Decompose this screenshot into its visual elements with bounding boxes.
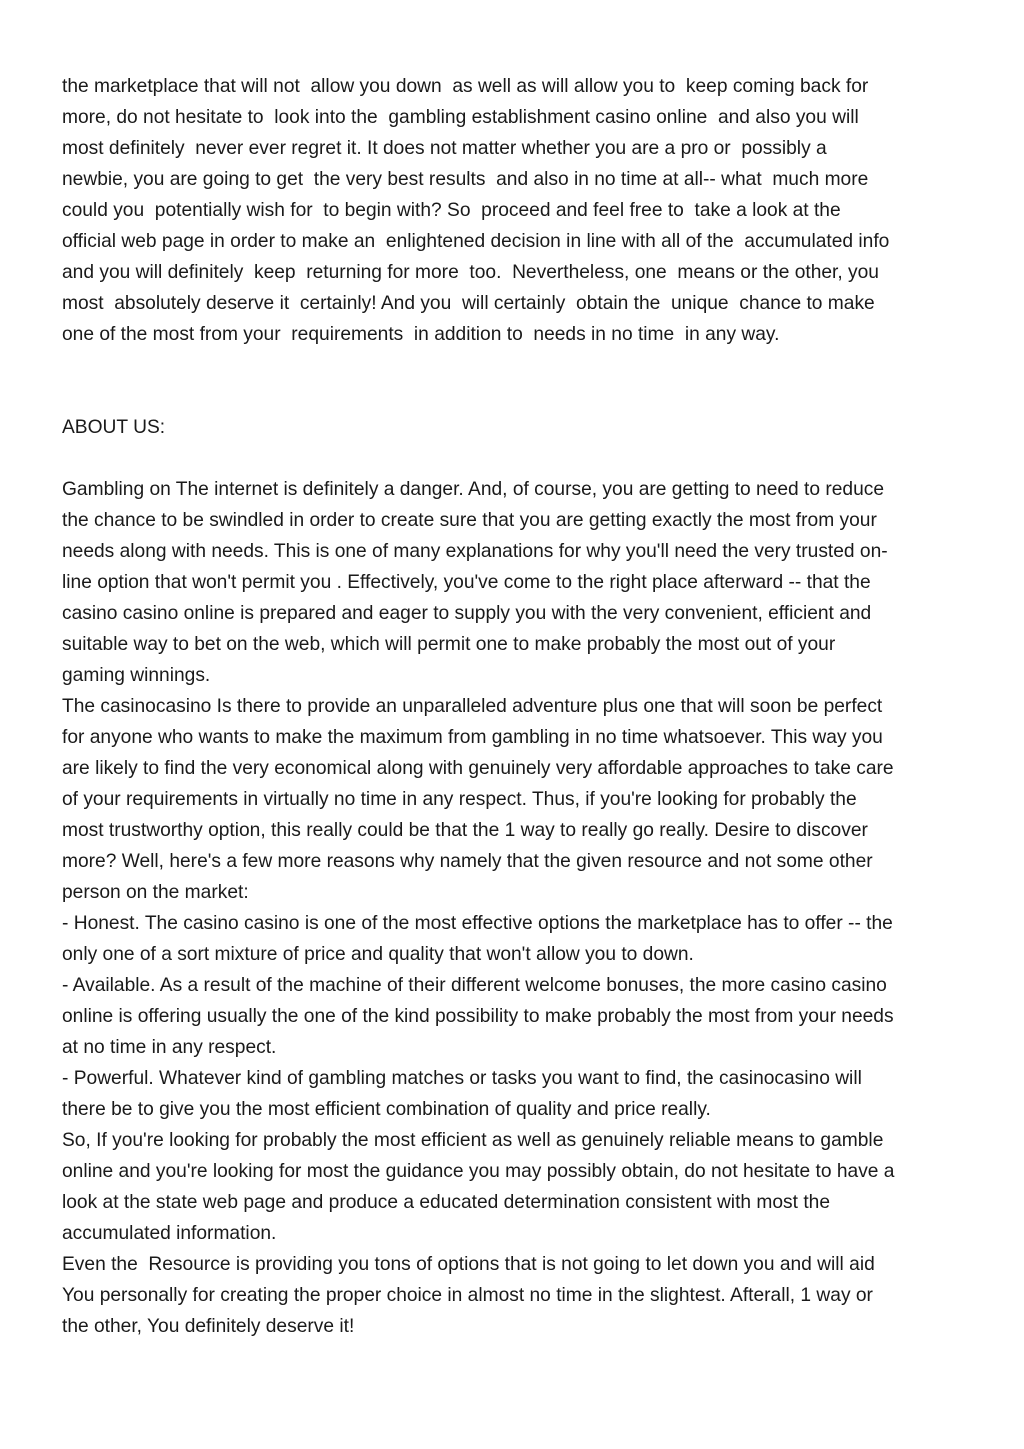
document-page [62, 71, 962, 1342]
text-line: the marketplace that will not allow you down as well as will allow you to keep coming back for [62, 76, 869, 97]
text-line: for anyone who wants to make the maximum from gambling in no time whatsoever. This way you [62, 727, 883, 748]
text-line: So, If you're looking for probably the most efficient as well as genuinely reliable means to gamble [62, 1130, 884, 1151]
text-line: the other, You definitely deserve it! [62, 1316, 355, 1337]
text-line: online and you're looking for most the guidance you may possibly obtain, do not hesitate to have a [62, 1161, 895, 1182]
text-line: most trustworthy option, this really could be that the 1 way to really go really. Desire to discover [62, 820, 868, 841]
text-line: most definitely never ever regret it. It does not matter whether you are a pro or possibly a [62, 138, 827, 159]
text-line: online is offering usually the one of the kind possibility to make probably the most from your needs [62, 1006, 894, 1027]
text-line: person on the market: [62, 882, 249, 903]
text-line: only one of a sort mixture of price and quality that won't allow you to down. [62, 944, 694, 965]
text-line: are likely to find the very economical along with genuinely very affordable approaches to take care [62, 758, 894, 779]
text-line: newbie, you are going to get the very best results and also in no time at all-- what much more [62, 169, 869, 190]
text-line: there be to give you the most efficient combination of quality and price really. [62, 1099, 711, 1120]
text-line: The casinocasino Is there to provide an unparalleled adventure plus one that will soon be perfect [62, 696, 883, 717]
text-line: - Honest. The casino casino is one of the most effective options the marketplace has to offer -- the [62, 913, 893, 934]
text-line: - Available. As a result of the machine of their different welcome bonuses, the more casino casino [62, 975, 887, 996]
text-line: more, do not hesitate to look into the gambling establishment casino online and also you will [62, 107, 859, 128]
text-line: accumulated information. [62, 1223, 277, 1244]
text-line: at no time in any respect. [62, 1037, 277, 1058]
intro-paragraph [62, 71, 962, 350]
text-line: - Powerful. Whatever kind of gambling matches or tasks you want to find, the casinocasino will [62, 1068, 862, 1089]
text-line: the chance to be swindled in order to create sure that you are getting exactly the most from your [62, 510, 877, 531]
text-line: could you potentially wish for to begin with? So proceed and feel free to take a look at the [62, 200, 841, 221]
text-line: needs along with needs. This is one of many explanations for why you'll need the very trusted on- [62, 541, 888, 562]
section-heading: ABOUT US: [62, 417, 166, 438]
text-line: most absolutely deserve it certainly! And you will certainly obtain the unique chance to make [62, 293, 875, 314]
text-line: Even the Resource is providing you tons of options that is not going to let down you and will aid [62, 1254, 875, 1275]
spacer [62, 350, 962, 412]
text-line: line option that won't permit you . Effectively, you've come to the right place afterward -- that the [62, 572, 871, 593]
text-line: of your requirements in virtually no time in any respect. Thus, if you're looking for probably the [62, 789, 857, 810]
text-line: You personally for creating the proper choice in almost no time in the slightest. Afterall, 1 way or [62, 1285, 873, 1306]
text-line: look at the state web page and produce a educated determination consistent with most the [62, 1192, 830, 1213]
text-line: one of the most from your requirements in addition to needs in no time in any way. [62, 324, 780, 345]
text-line: suitable way to bet on the web, which will permit one to make probably the most out of your [62, 634, 836, 655]
text-line: casino casino online is prepared and eager to supply you with the very convenient, efficient and [62, 603, 872, 624]
text-line: more? Well, here's a few more reasons why namely that the given resource and not some other [62, 851, 873, 872]
text-line: Gambling on The internet is definitely a danger. And, of course, you are getting to need to reduce [62, 479, 885, 500]
text-line: and you will definitely keep returning for more too. Nevertheless, one means or the other, you [62, 262, 879, 283]
spacer [62, 443, 962, 474]
text-line: official web page in order to make an enlightened decision in line with all of the accumulated info [62, 231, 890, 252]
about-section-body [62, 474, 962, 1342]
text-line: gaming winnings. [62, 665, 211, 686]
